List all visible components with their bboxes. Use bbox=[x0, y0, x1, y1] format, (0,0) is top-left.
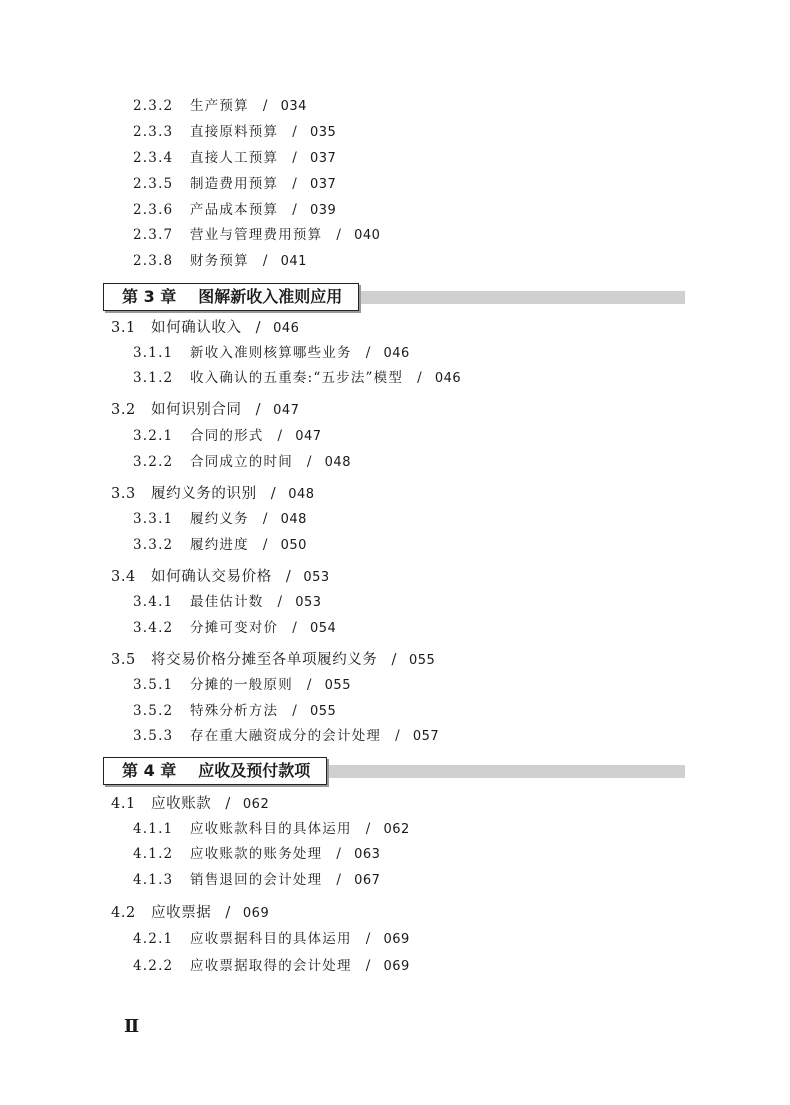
entry-number: 2.3.4 bbox=[133, 150, 174, 166]
entry-number: 4.1.2 bbox=[133, 846, 174, 862]
entry-title: 营业与管理费用预算 bbox=[190, 227, 323, 243]
entry-number: 4.2.2 bbox=[133, 958, 174, 974]
toc-entry bbox=[133, 126, 336, 140]
toc-entry bbox=[133, 730, 439, 744]
entry-page: 039 bbox=[309, 203, 337, 218]
entry-number: 2.3.8 bbox=[133, 253, 174, 269]
entry-page: 046 bbox=[383, 346, 410, 361]
toc-entry bbox=[133, 960, 410, 974]
entry-number: 3.1.2 bbox=[133, 370, 174, 386]
entry-page: 069 bbox=[383, 959, 410, 974]
toc-section bbox=[111, 570, 330, 585]
toc-entry bbox=[133, 933, 410, 947]
chapter-label: 第 3 章 bbox=[122, 287, 177, 306]
section-number: 3.2 bbox=[111, 402, 136, 418]
toc-entry bbox=[133, 229, 380, 243]
entry-separator: / bbox=[277, 594, 284, 610]
entry-separator: / bbox=[255, 320, 262, 336]
entry-title: 应收票据取得的会计处理 bbox=[190, 958, 352, 974]
toc-entry bbox=[133, 456, 351, 470]
toc-entry bbox=[133, 823, 410, 837]
chapter-header bbox=[103, 757, 685, 785]
section-page: 069 bbox=[242, 906, 270, 921]
entry-number: 2.3.6 bbox=[133, 202, 174, 218]
toc-section bbox=[111, 487, 315, 502]
section-title: 如何识别合同 bbox=[151, 402, 242, 418]
entry-title: 应收票据科目的具体运用 bbox=[190, 931, 352, 947]
entry-separator: / bbox=[292, 124, 298, 140]
entry-number: 3.1.1 bbox=[133, 345, 174, 361]
section-number: 3.1 bbox=[111, 320, 136, 336]
entry-separator: / bbox=[336, 846, 343, 862]
entry-separator: / bbox=[365, 345, 372, 361]
entry-separator: / bbox=[365, 958, 372, 974]
entry-title: 新收入准则核算哪些业务 bbox=[190, 345, 352, 361]
entry-number: 3.5.2 bbox=[133, 703, 174, 719]
entry-title: 合同成立的时间 bbox=[190, 454, 293, 470]
entry-number: 2.3.2 bbox=[133, 98, 174, 114]
toc-entry bbox=[133, 372, 461, 386]
entry-separator: / bbox=[262, 253, 269, 269]
entry-number: 3.2.1 bbox=[133, 428, 174, 444]
section-page: 046 bbox=[273, 321, 300, 336]
section-number: 3.4 bbox=[111, 569, 136, 585]
entry-page: 055 bbox=[309, 704, 337, 719]
entry-separator: / bbox=[417, 370, 423, 386]
toc-entry bbox=[133, 178, 336, 192]
entry-number: 3.3.1 bbox=[133, 511, 174, 527]
entry-title: 履约进度 bbox=[190, 537, 249, 553]
section-number: 3.3 bbox=[111, 486, 136, 502]
section-number: 4.1 bbox=[111, 796, 136, 812]
chapter-header bbox=[103, 283, 685, 311]
entry-separator: / bbox=[262, 511, 269, 527]
entry-separator: / bbox=[292, 202, 298, 218]
entry-page: 037 bbox=[309, 151, 337, 166]
section-title: 如何确认收入 bbox=[151, 320, 242, 336]
entry-separator: / bbox=[270, 486, 277, 502]
entry-separator: / bbox=[306, 677, 313, 693]
entry-separator: / bbox=[225, 796, 231, 812]
entry-title: 直接人工预算 bbox=[190, 150, 279, 166]
entry-number: 2.3.3 bbox=[133, 124, 174, 140]
entry-number: 3.4.1 bbox=[133, 594, 174, 610]
entry-number: 4.1.1 bbox=[133, 821, 174, 837]
entry-separator: / bbox=[391, 652, 397, 668]
entry-page: 040 bbox=[354, 228, 381, 243]
entry-title: 分摊的一般原则 bbox=[190, 677, 293, 693]
entry-title: 应收账款的账务处理 bbox=[190, 846, 323, 862]
entry-number: 4.2.1 bbox=[133, 931, 174, 947]
entry-title: 特殊分析方法 bbox=[190, 703, 279, 719]
toc-entry bbox=[133, 874, 380, 888]
entry-title: 产品成本预算 bbox=[190, 202, 279, 218]
entry-title: 制造费用预算 bbox=[190, 176, 279, 192]
entry-separator: / bbox=[225, 905, 231, 921]
entry-title: 最佳估计数 bbox=[190, 594, 264, 610]
entry-page: 048 bbox=[324, 455, 351, 470]
chapter-title: 图解新收入准则应用 bbox=[198, 287, 343, 306]
entry-number: 3.5.3 bbox=[133, 728, 174, 744]
toc-entry bbox=[133, 255, 307, 269]
toc-section bbox=[111, 403, 299, 418]
toc-section bbox=[111, 797, 269, 812]
entry-page: 054 bbox=[309, 621, 337, 636]
entry-separator: / bbox=[262, 537, 269, 553]
section-page: 055 bbox=[409, 653, 436, 668]
entry-page: 047 bbox=[295, 429, 322, 444]
toc-entry bbox=[133, 539, 307, 553]
entry-number: 3.3.2 bbox=[133, 537, 174, 553]
toc-entry bbox=[133, 100, 307, 114]
entry-separator: / bbox=[336, 872, 343, 888]
chapter-label: 第 4 章 bbox=[122, 761, 177, 780]
toc-section bbox=[111, 321, 299, 336]
entry-title: 应收账款科目的具体运用 bbox=[190, 821, 352, 837]
entry-page: 041 bbox=[280, 254, 307, 269]
toc-entry bbox=[133, 848, 380, 862]
entry-separator: / bbox=[292, 150, 298, 166]
section-page: 048 bbox=[288, 487, 315, 502]
toc-entry bbox=[133, 622, 336, 636]
section-title: 履约义务的识别 bbox=[151, 486, 257, 502]
entry-title: 存在重大融资成分的会计处理 bbox=[190, 728, 382, 744]
entry-page: 055 bbox=[324, 678, 351, 693]
toc-entry bbox=[133, 204, 336, 218]
entry-title: 生产预算 bbox=[190, 98, 249, 114]
entry-title: 收入确认的五重奏:“五步法”模型 bbox=[190, 370, 404, 386]
entry-page: 037 bbox=[309, 177, 337, 192]
entry-title: 履约义务 bbox=[190, 511, 249, 527]
toc-entry bbox=[133, 705, 336, 719]
entry-page: 069 bbox=[383, 932, 410, 947]
entry-separator: / bbox=[292, 703, 298, 719]
section-title: 应收票据 bbox=[151, 905, 212, 921]
toc-entry bbox=[133, 596, 322, 610]
entry-page: 046 bbox=[434, 371, 462, 386]
toc-entry bbox=[133, 430, 322, 444]
entry-page: 035 bbox=[309, 125, 337, 140]
entry-page: 067 bbox=[354, 873, 381, 888]
entry-page: 034 bbox=[280, 99, 307, 114]
section-title: 将交易价格分摊至各单项履约义务 bbox=[151, 652, 378, 668]
chapter-title: 应收及预付款项 bbox=[198, 761, 311, 780]
entry-page: 050 bbox=[280, 538, 307, 553]
entry-separator: / bbox=[292, 176, 298, 192]
chapter-title-box bbox=[103, 283, 359, 311]
toc-entry bbox=[133, 513, 307, 527]
page-folio: Ⅱ bbox=[124, 1016, 140, 1037]
entry-page: 063 bbox=[354, 847, 381, 862]
entry-title: 财务预算 bbox=[190, 253, 249, 269]
entry-number: 3.2.2 bbox=[133, 454, 174, 470]
entry-title: 合同的形式 bbox=[190, 428, 264, 444]
toc-entry bbox=[133, 679, 351, 693]
section-number: 3.5 bbox=[111, 652, 136, 668]
toc-section bbox=[111, 653, 435, 668]
section-page: 062 bbox=[242, 797, 270, 812]
section-title: 如何确认交易价格 bbox=[151, 569, 272, 585]
entry-separator: / bbox=[306, 454, 313, 470]
entry-page: 053 bbox=[295, 595, 322, 610]
entry-title: 销售退回的会计处理 bbox=[190, 872, 323, 888]
entry-separator: / bbox=[255, 402, 262, 418]
entry-separator: / bbox=[365, 931, 372, 947]
entry-number: 3.5.1 bbox=[133, 677, 174, 693]
toc-section bbox=[111, 906, 269, 921]
entry-separator: / bbox=[292, 620, 298, 636]
entry-separator: / bbox=[336, 227, 343, 243]
toc-entry bbox=[133, 347, 410, 361]
entry-page: 048 bbox=[280, 512, 307, 527]
section-number: 4.2 bbox=[111, 905, 136, 921]
section-page: 047 bbox=[273, 403, 300, 418]
entry-title: 直接原料预算 bbox=[190, 124, 279, 140]
entry-number: 4.1.3 bbox=[133, 872, 174, 888]
entry-separator: / bbox=[277, 428, 284, 444]
entry-separator: / bbox=[365, 821, 372, 837]
entry-number: 3.4.2 bbox=[133, 620, 174, 636]
entry-separator: / bbox=[262, 98, 269, 114]
section-page: 053 bbox=[303, 570, 330, 585]
entry-number: 2.3.5 bbox=[133, 176, 174, 192]
entry-title: 分摊可变对价 bbox=[190, 620, 279, 636]
toc-entry bbox=[133, 152, 336, 166]
entry-separator: / bbox=[285, 569, 292, 585]
entry-page: 057 bbox=[412, 729, 440, 744]
entry-number: 2.3.7 bbox=[133, 227, 174, 243]
chapter-title-box bbox=[103, 757, 327, 785]
section-title: 应收账款 bbox=[151, 796, 212, 812]
entry-page: 062 bbox=[383, 822, 410, 837]
entry-separator: / bbox=[395, 728, 401, 744]
